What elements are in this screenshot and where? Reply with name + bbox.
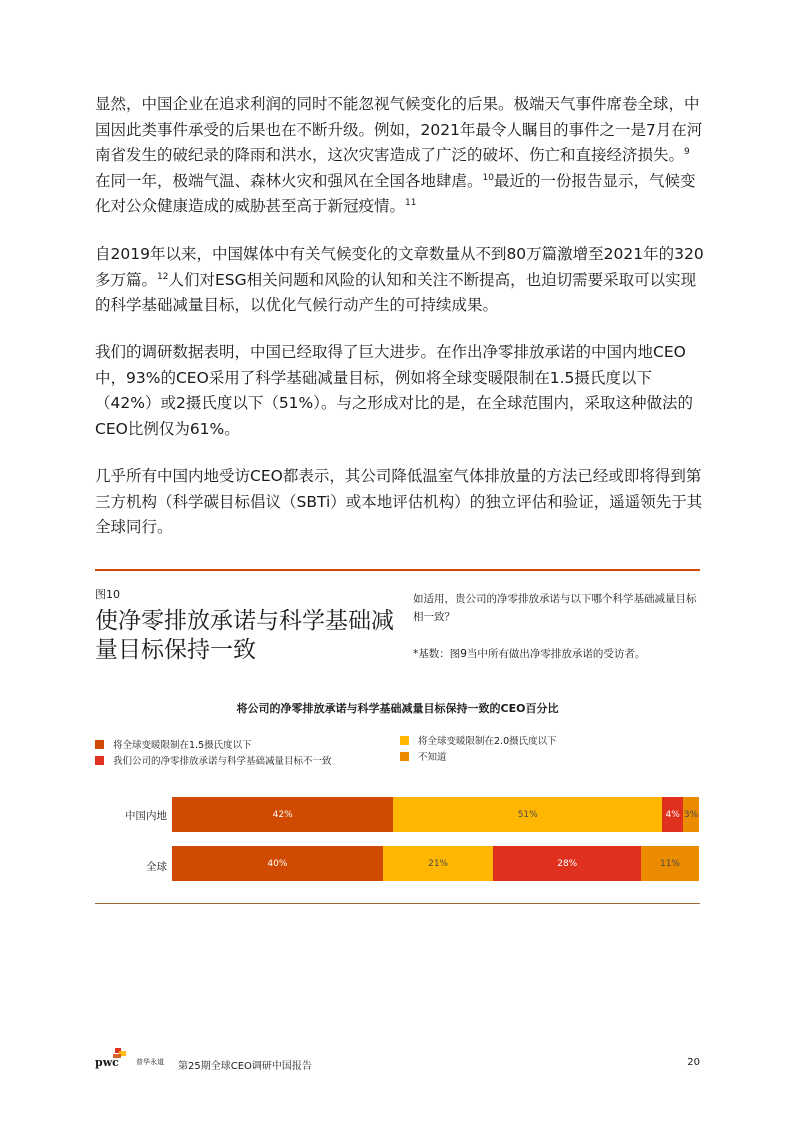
paragraph-text: 我们的调研数据表明，中国已经取得了巨大进步。在作出净零排放承诺的中国内地CEO中，93%的CEO采用了科学基础减量目标，例如将全球变暖限制在1.5摄氏度以下（42%）或2摄氏度以下（51%）。与之形成对比的是，在全球范围内，采取这种做法的CEO比例仅为61%。 (95, 343, 694, 438)
data-label: 42% (272, 809, 293, 820)
paragraph-1 (95, 92, 705, 220)
data-label: 4% (665, 809, 680, 820)
pwc-logo (95, 1048, 135, 1076)
base-note: *基数：图9当中所有做出净零排放承诺的受访者。 (413, 648, 646, 660)
bar-segment-2-0c (383, 846, 494, 881)
data-label: 28% (557, 858, 578, 869)
paragraph-text: 人们对ESG相关问题和风险的认知和关注不断提高，也迫切需要采取可以实现的科学基础减量目标，以优化气候行动产生的可持续成果。 (95, 270, 697, 314)
data-label: 21% (428, 858, 449, 869)
paragraph-3 (95, 340, 705, 442)
figure-title: 使净零排放承诺与科学基础减量目标保持一致 (95, 608, 394, 663)
chart-title: 将公司的净零排放承诺与科学基础减量目标保持一致的CEO百分比 (236, 702, 559, 715)
data-label: 3% (683, 809, 699, 820)
footnote-ref: 9 (684, 146, 690, 157)
bar-row-china (172, 797, 699, 832)
data-label: 40% (267, 858, 288, 869)
figure-bottom-rule (95, 903, 700, 904)
legend-swatch-1-5c (95, 740, 104, 749)
legend-swatch-unknown (400, 752, 409, 761)
bar-row-global (172, 846, 699, 881)
legend-item-unknown (400, 749, 447, 763)
pwc-logo-mark (95, 1048, 135, 1072)
paragraph-2 (95, 242, 705, 319)
legend-swatch-2-0c (400, 736, 409, 745)
survey-question: 如适用，贵公司的净零排放承诺与以下哪个科学基础减量目标相一致？ (413, 593, 697, 623)
legend-label-inconsistent: 我们公司的净零排放承诺与科学基础减量目标不一致 (113, 756, 332, 767)
legend-label-unknown: 不知道 (418, 752, 447, 763)
paragraph-text: 自2019年以来，中国媒体中有关气候变化的文章数量从不到80万篇激增至2021年的320多万篇。 (95, 245, 704, 289)
data-label: 51% (517, 809, 538, 820)
legend-item-2-0c (400, 733, 557, 747)
bar-segment-1-5c (172, 846, 383, 881)
legend-label-2-0c: 将全球变暖限制在2.0摄氏度以下 (418, 736, 557, 747)
page-number: 20 (687, 1057, 700, 1068)
category-label-china: 中国内地 (125, 810, 167, 822)
bar-segment-2-0c (393, 797, 662, 832)
data-label: 11% (659, 858, 680, 869)
pwc-logo-text: pwc (95, 1056, 119, 1069)
legend-item-1-5c (95, 737, 252, 751)
footnote-ref: 12 (157, 271, 169, 282)
bar-segment-inconsistent (493, 846, 641, 881)
paragraph-4 (95, 464, 705, 541)
legend-item-inconsistent (95, 753, 332, 767)
footnote-ref: 11 (405, 197, 417, 208)
footnote-ref: 10 (482, 172, 494, 183)
legend-label-1-5c: 将全球变暖限制在1.5摄氏度以下 (113, 740, 252, 751)
paragraph-text: 最近的一份报告显示，气候变化对公众健康造成的威胁甚至高于新冠疫情。 (95, 171, 696, 215)
bar-segment-inconsistent (662, 797, 683, 832)
legend-swatch-inconsistent (95, 756, 104, 765)
category-label-global: 全球 (146, 861, 167, 873)
bar-segment-unknown (641, 846, 699, 881)
paragraph-text: 在同一年，极端气温、森林火灾和强风在全国各地肆虐。 (95, 171, 483, 190)
footer-report-title: 第25期全球CEO调研中国报告 (178, 1061, 312, 1072)
paragraph-text: 几乎所有中国内地受访CEO都表示，其公司降低温室气体排放量的方法已经或即将得到第三方机构（科学碳目标倡议（SBTi）或本地评估机构）的独立评估和验证，遥遥领先于其全球同行。 (95, 467, 703, 536)
bar-segment-1-5c (172, 797, 393, 832)
footer-brand: 普华永道 (136, 1058, 164, 1066)
figure-label: 图10 (95, 588, 120, 601)
figure-top-rule (95, 569, 700, 571)
bar-segment-unknown (683, 797, 699, 832)
paragraph-text: 显然，中国企业在追求利润的同时不能忽视气候变化的后果。极端天气事件席卷全球，中国因此类事件承受的后果也在不断升级。例如，2021年最令人瞩目的事件之一是7月在河南省发生的破纪录的降雨和洪水，这次灾害造成了广泛的破坏、伤亡和直接经济损失。 (95, 95, 703, 164)
